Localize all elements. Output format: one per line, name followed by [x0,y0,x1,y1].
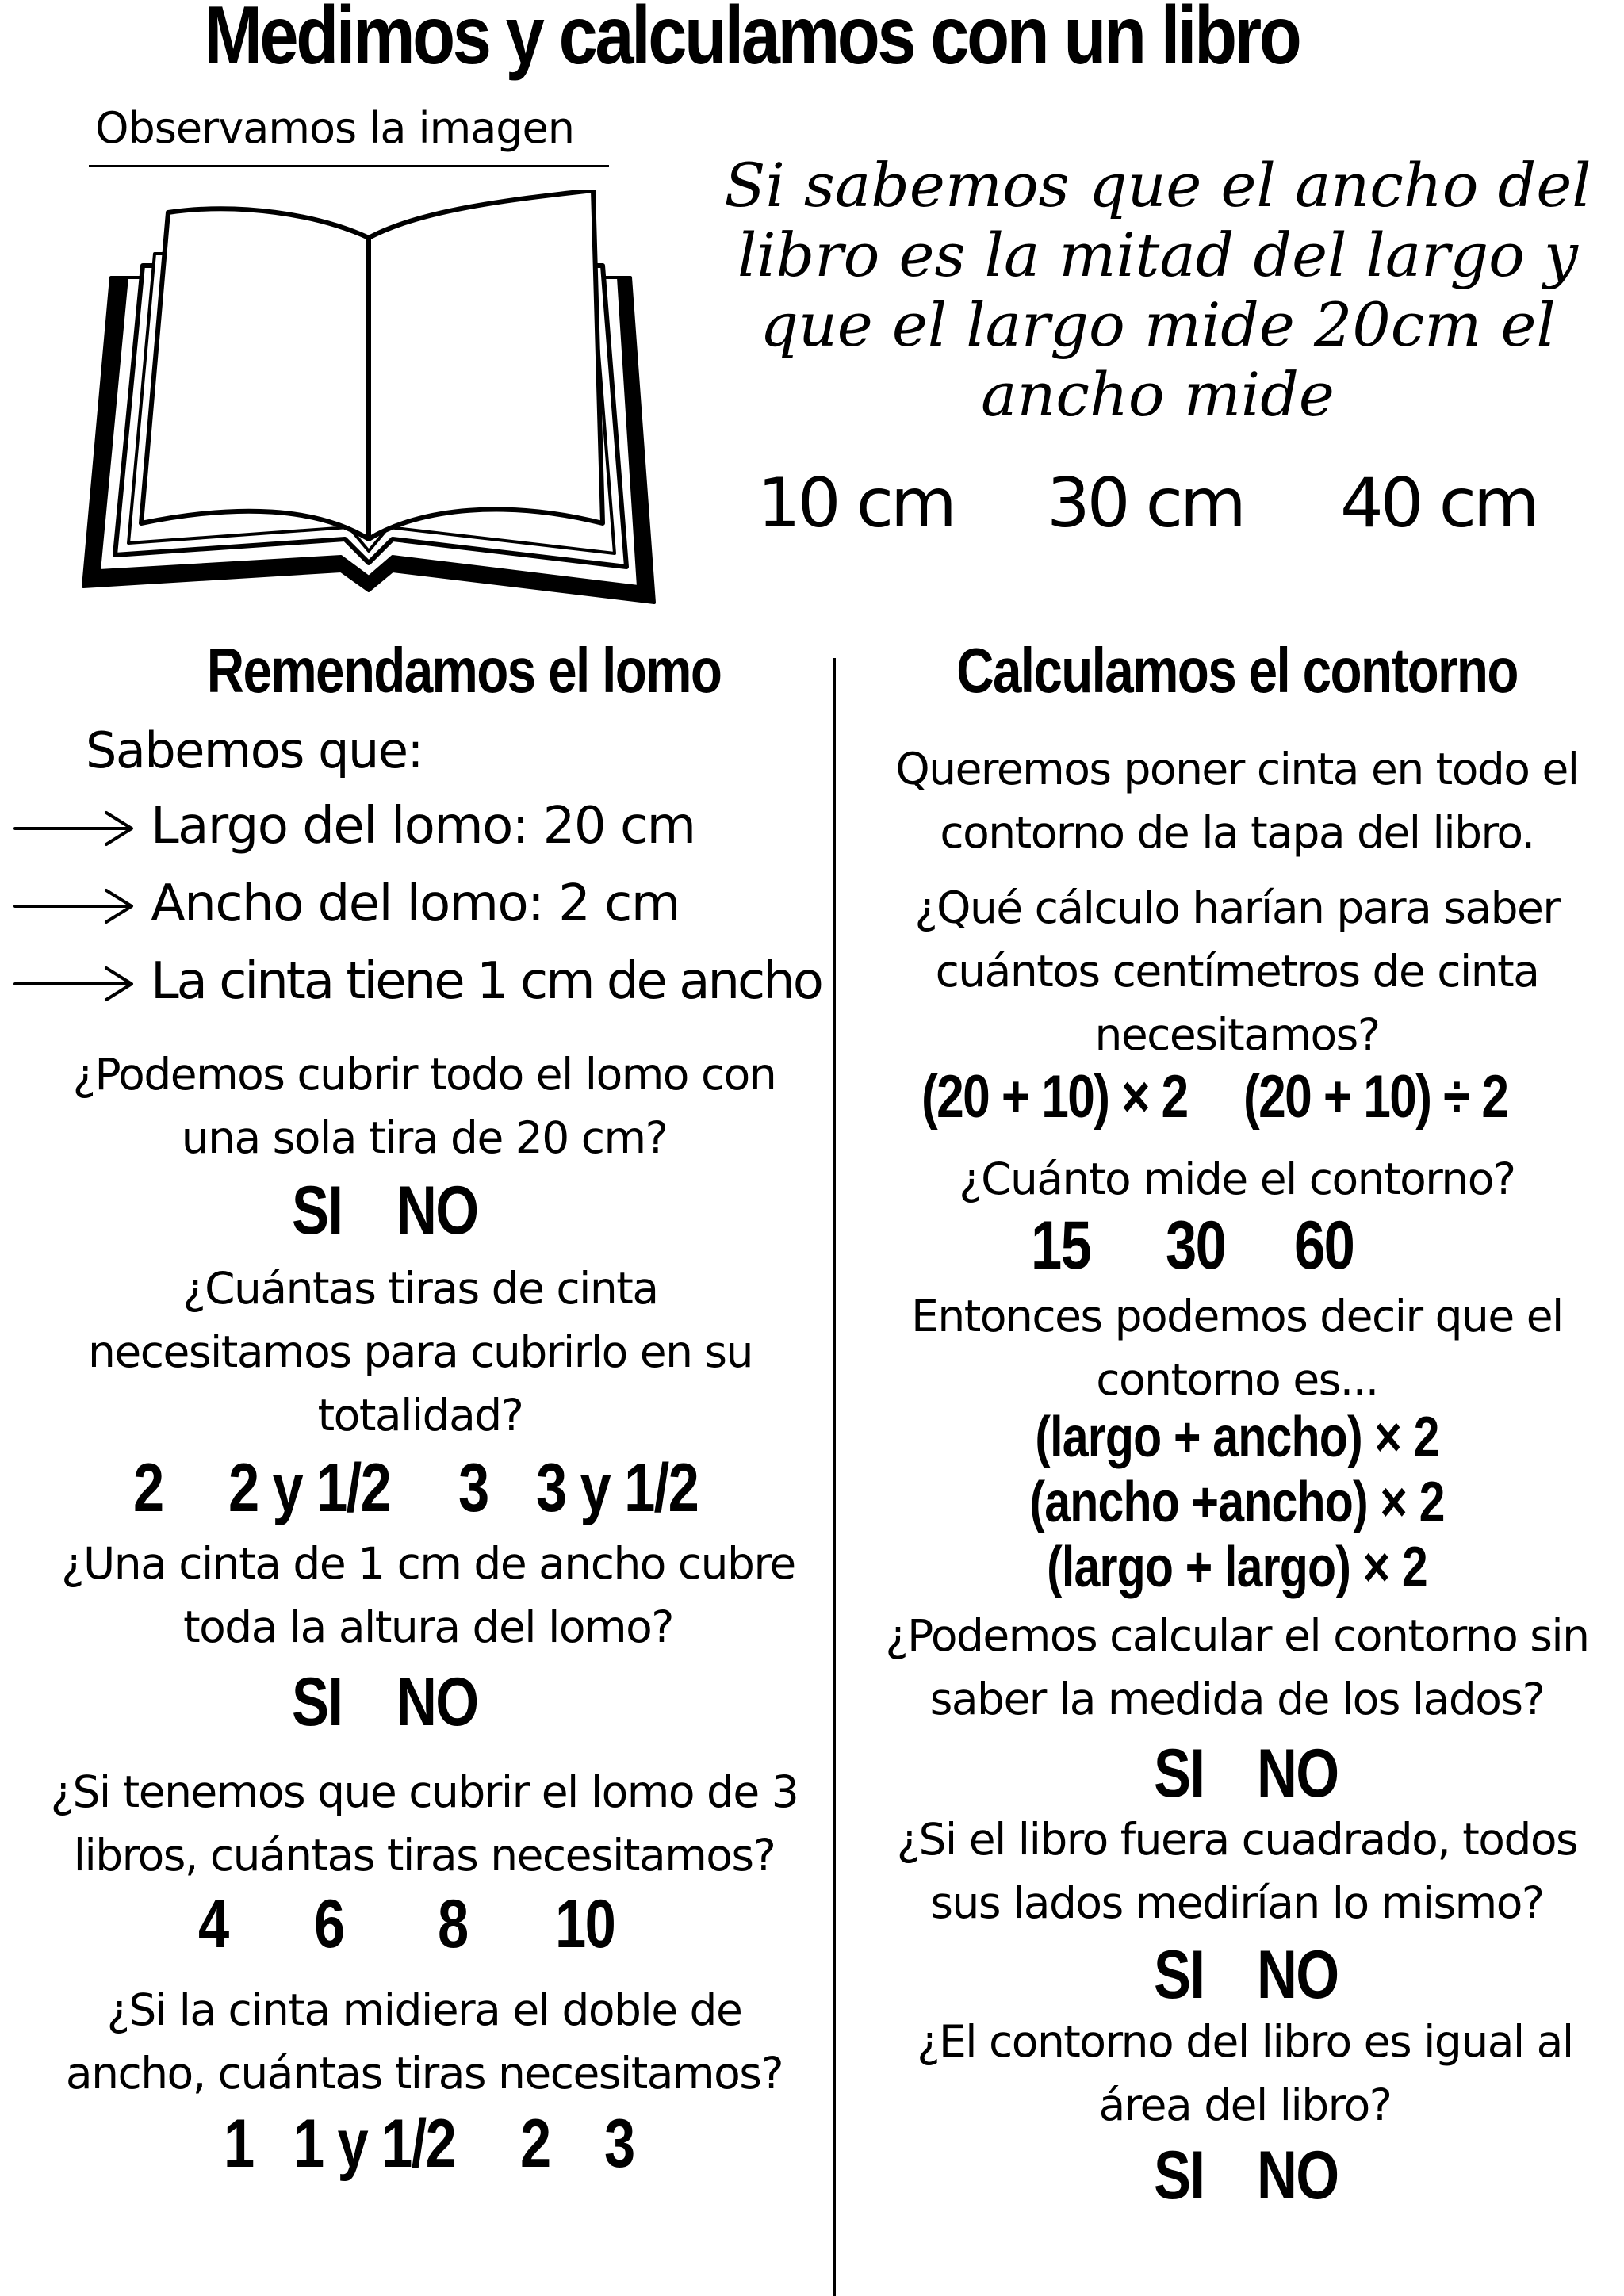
question-line: ¿Cuánto mide el contorno? [959,1154,1515,1204]
answer-option[interactable]: 8 [438,1886,468,1962]
left-question-3 [0,1532,856,1659]
answer-option[interactable]: 15 [1031,1207,1091,1284]
answer-option[interactable]: 3 y 1/2 [536,1450,699,1526]
answer-option[interactable]: 3 [458,1450,488,1526]
right-question-5 [841,1808,1624,1934]
answer-option[interactable]: NO [1257,1937,1339,2013]
intro-option[interactable]: 10 cm [757,464,954,543]
question-line: necesitamos para cubrirlo en su [88,1326,753,1377]
question-line: ¿Podemos calcular el contorno sin [885,1610,1589,1661]
left-question-4 [0,1760,848,1887]
answer-option[interactable]: NO [1257,2137,1339,2214]
answer-option[interactable]: 2 [520,2106,550,2182]
question-line: totalidad? [317,1390,523,1441]
answer-option[interactable]: SI [292,1173,343,1249]
statement-line: libro es la mitad del largo y [737,220,1578,290]
answer-option[interactable]: 4 [198,1886,228,1962]
right-intro [841,737,1624,864]
arrow-right-icon [11,964,138,1004]
answer-option[interactable]: 2 y 1/2 [228,1450,391,1526]
question-line: libros, cuántas tiras necesitamos? [73,1830,776,1881]
answer-option[interactable]: SI [1154,1735,1205,1812]
answer-option[interactable]: 2 [133,1450,163,1526]
right-question-4 [841,1604,1624,1731]
intro-option[interactable]: 30 cm [1047,464,1243,543]
arrow-right-icon [11,809,138,848]
known-label: Sabemos que: [86,721,423,779]
intro-subtitle: Observamos la imagen [95,103,575,153]
question-line: una sola tira de 20 cm? [181,1112,668,1163]
question-line: sus lados medirían lo mismo? [930,1877,1544,1928]
answer-option[interactable]: 3 [604,2106,634,2182]
answer-option[interactable]: (ancho +ancho) × 2 [1029,1471,1445,1534]
statement-line: Si sabemos que el ancho del [724,150,1591,220]
statement-line: ancho mide [981,359,1335,430]
question-line: ¿Podemos cubrir todo el lomo con [72,1049,776,1100]
subtitle-underline [89,165,609,167]
answer-option[interactable]: SI [1154,1937,1205,2013]
contour-formulas [912,1405,1562,1600]
fact-item: Largo del lomo: 20 cm [151,797,695,855]
question-line: ancho, cuántas tiras necesitamos? [65,2048,783,2099]
intro-statement [698,151,1618,430]
question-line: área del libro? [1098,2080,1392,2130]
intro-line: contorno de la tapa del libro. [940,807,1534,858]
intro-option[interactable]: 40 cm [1340,464,1537,543]
right-question-3 [841,1284,1624,1411]
answer-option[interactable]: SI [292,1664,343,1740]
question-line: Entonces podemos decir que el [911,1291,1563,1341]
answer-option[interactable]: (largo + largo) × 2 [1047,1536,1427,1599]
answer-option[interactable]: 30 [1166,1207,1226,1284]
answer-option[interactable]: 60 [1294,1207,1354,1284]
question-line: saber la medida de los lados? [929,1674,1545,1724]
answer-option[interactable]: (20 + 10) ÷ 2 [1243,1063,1508,1131]
answer-option[interactable]: NO [396,1664,478,1740]
question-line: ¿Si tenemos que cubrir el lomo de 3 [50,1766,799,1817]
answer-option[interactable]: NO [396,1173,478,1249]
right-question-2 [841,1147,1624,1211]
right-question-6 [848,2010,1624,2137]
question-line: cuántos centímetros de cinta [935,946,1539,997]
question-line: ¿Si el libro fuera cuadrado, todos [896,1814,1578,1865]
arrow-right-icon [11,886,138,926]
left-question-1 [0,1043,848,1169]
question-line: ¿Qué cálculo harían para saber [914,882,1560,933]
question-line: ¿Si la cinta midiera el doble de [106,1984,742,2035]
question-line: ¿El contorno del libro es igual al [917,2016,1573,2067]
right-question-1 [841,876,1624,1066]
answer-option[interactable]: 6 [314,1886,344,1962]
fact-item: Ancho del lomo: 2 cm [151,874,680,933]
page-title: Medimos y calculamos con un libro [204,0,1300,82]
answer-option[interactable]: (largo + ancho) × 2 [1035,1406,1439,1469]
question-line: contorno es... [1096,1354,1378,1405]
answer-option[interactable]: 10 [555,1886,615,1962]
left-heading: Remendamos el lomo [206,635,722,706]
question-line: ¿Cuántas tiras de cinta [182,1263,658,1314]
answer-option[interactable]: 1 [224,2106,254,2182]
answer-option[interactable]: 1 y 1/2 [293,2106,456,2182]
open-book-icon [79,190,666,610]
question-line: ¿Una cinta de 1 cm de ancho cubre [61,1538,795,1589]
left-question-5 [0,1978,848,2105]
answer-option[interactable]: NO [1257,1735,1339,1812]
left-question-2 [0,1257,841,1447]
answer-option[interactable]: SI [1154,2137,1205,2214]
right-heading: Calculamos el contorno [956,635,1518,706]
question-line: necesitamos? [1094,1009,1380,1060]
statement-line: que el largo mide 20cm el [760,289,1556,360]
intro-line: Queremos poner cinta en todo el [895,744,1579,794]
question-line: toda la altura del lomo? [183,1601,673,1652]
fact-item: La cinta tiene 1 cm de ancho [151,952,822,1011]
answer-option[interactable]: (20 + 10) × 2 [921,1063,1188,1131]
